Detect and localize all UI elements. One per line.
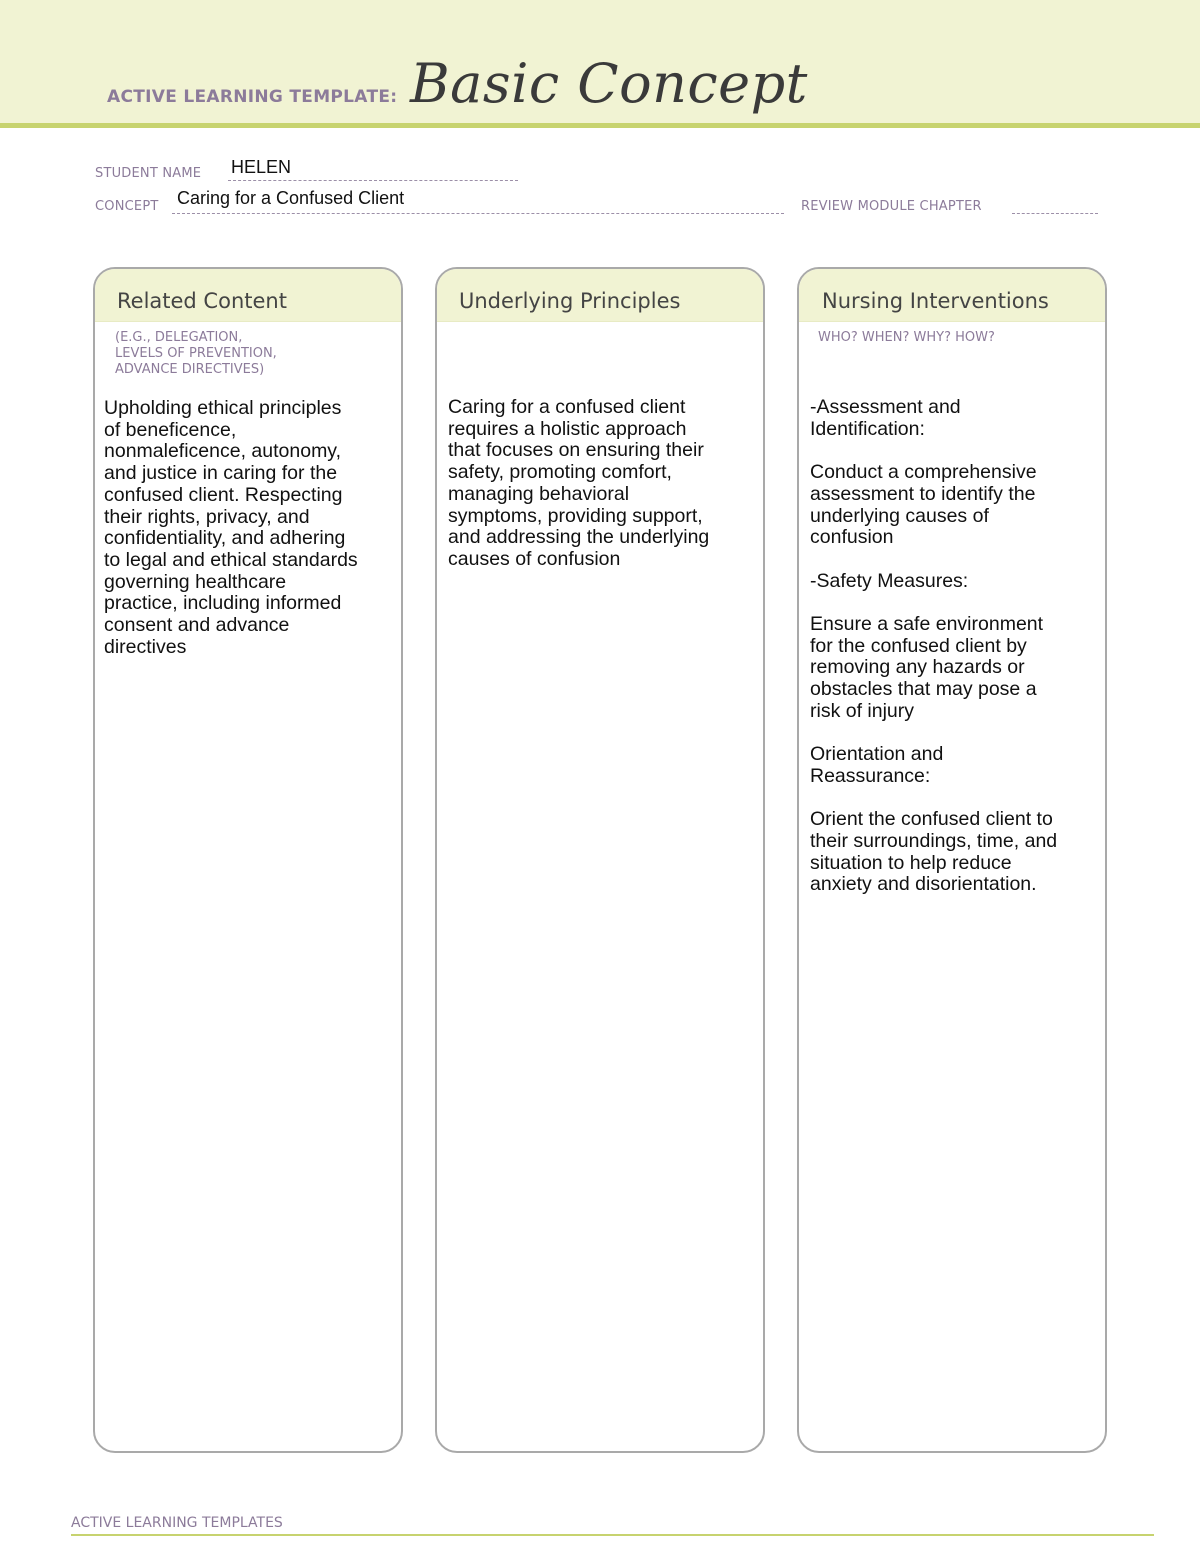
nursing-interventions-title: Nursing Interventions <box>822 289 1049 313</box>
review-module-line[interactable] <box>1012 213 1098 214</box>
nursing-interventions-text[interactable]: -Assessment and Identification: Conduct a comprehensive assessment to identify the underlying causes of confusion -Safety Measures: Ensure a safe environment for the confused client by removing any hazards or obstacles that may pose a risk of injury Orientation and Reassurance: Orient the confused client to their surroundings, time, and situation to help reduce anxiety and disorientation. <box>810 396 1058 896</box>
footer-label: ACTIVE LEARNING TEMPLATES <box>71 1515 283 1531</box>
header-divider <box>0 123 1200 128</box>
underlying-principles-title: Underlying Principles <box>459 289 681 313</box>
template-title: Basic Concept <box>410 52 808 115</box>
student-name-label: STUDENT NAME <box>95 166 202 181</box>
underlying-principles-text[interactable]: Caring for a confused client requires a holistic approach that focuses on ensuring their safety, promoting comfort, managing behavioral symptoms, providing support, and addressing the underlying causes of confusion <box>448 396 710 570</box>
footer-divider <box>71 1534 1154 1536</box>
related-content-text[interactable]: Upholding ethical principles of beneficence, nonmaleficence, autonomy, and justice in caring for the confused client. Respecting their rights, privacy, and confidentiality, and adhering to legal and ethical standards governing healthcare practice, including informed consent and advance directives <box>104 397 358 658</box>
related-content-subtitle: (E.G., DELEGATION, LEVELS OF PREVENTION, ADVANCE DIRECTIVES) <box>115 330 277 377</box>
underlying-principles-panel <box>435 267 765 1453</box>
related-content-panel <box>93 267 403 1453</box>
student-name-line <box>228 180 518 181</box>
review-module-label: REVIEW MODULE CHAPTER <box>801 199 982 214</box>
nursing-interventions-subtitle: WHO? WHEN? WHY? HOW? <box>818 330 995 345</box>
concept-label: CONCEPT <box>95 199 159 214</box>
concept-field[interactable]: Caring for a Confused Client <box>177 188 405 208</box>
student-name-field[interactable]: HELEN <box>231 157 292 177</box>
template-label: ACTIVE LEARNING TEMPLATE: <box>107 87 398 107</box>
nursing-interventions-panel <box>797 267 1107 1453</box>
concept-line <box>172 213 784 214</box>
related-content-title: Related Content <box>117 289 287 313</box>
